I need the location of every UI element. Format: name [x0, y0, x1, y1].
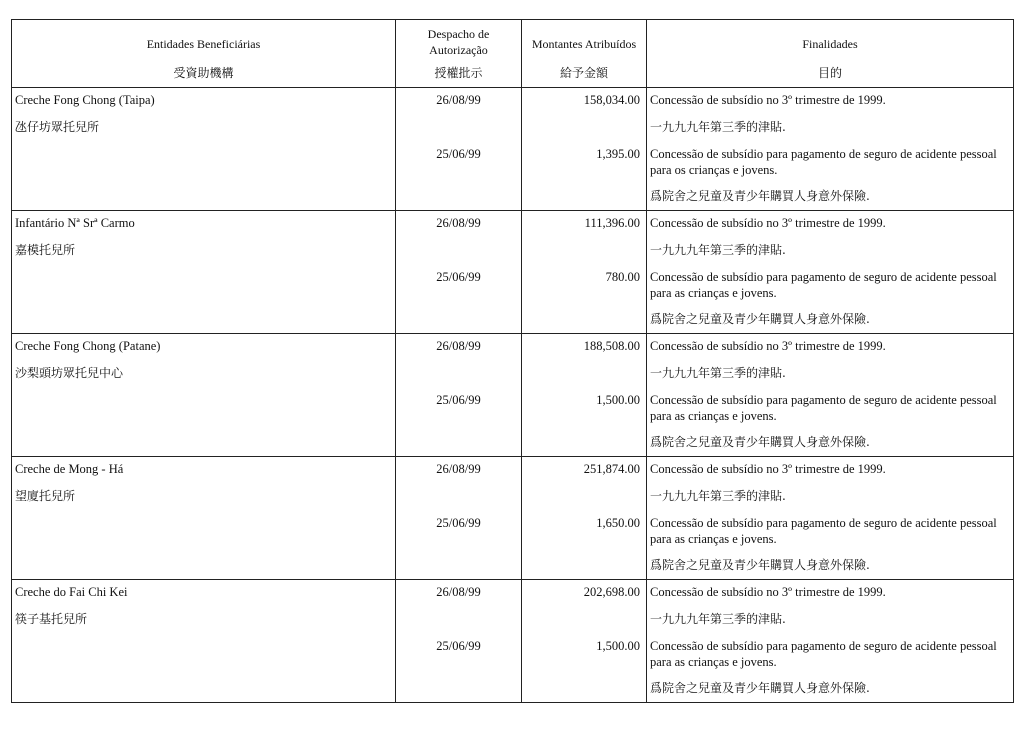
header-purposes — [647, 20, 1014, 88]
purpose-zh: 一九九九年第三季的津貼. — [650, 612, 786, 626]
table-header-row — [12, 20, 1014, 88]
header-purposes-pt: Finalidades — [802, 37, 858, 51]
document-page — [11, 19, 1014, 703]
entity-name-pt: Creche de Mong - Há — [15, 462, 124, 476]
header-entities — [12, 20, 396, 88]
amount-cell — [522, 211, 647, 334]
purpose-cell — [647, 580, 1014, 703]
entity-cell — [12, 334, 396, 457]
purpose-pt: Concessão de subsídio no 3º trimestre de 1999. — [650, 339, 886, 353]
authorization-cell — [396, 580, 522, 703]
authorization-date: 26/08/99 — [436, 216, 481, 230]
entity-cell — [12, 580, 396, 703]
purpose-zh: 一九九九年第三季的津貼. — [650, 120, 786, 134]
purpose-zh: 爲院舍之兒童及青少年購買人身意外保險. — [650, 558, 870, 572]
header-authorization — [396, 20, 522, 88]
authorization-date: 26/08/99 — [436, 585, 481, 599]
purpose-pt: Concessão de subsídio para pagamento de seguro de acidente pessoal para as crianças e jovens. — [650, 270, 997, 300]
amount-value: 111,396.00 — [584, 216, 640, 230]
entity-cell — [12, 211, 396, 334]
authorization-cell — [396, 334, 522, 457]
header-amounts — [522, 20, 647, 88]
entity-name-zh: 筷子基托兒所 — [15, 612, 88, 626]
entity-name-zh: 嘉模托兒所 — [15, 243, 76, 257]
subsidy-table — [11, 19, 1014, 703]
header-authorization-zh: 授權批示 — [434, 66, 483, 80]
authorization-date: 26/08/99 — [436, 93, 481, 107]
purpose-zh: 爲院舍之兒童及青少年購買人身意外保險. — [650, 435, 870, 449]
entity-name-zh: 望廈托兒所 — [15, 489, 76, 503]
authorization-date: 25/06/99 — [436, 639, 481, 653]
purpose-pt: Concessão de subsídio para pagamento de seguro de acidente pessoal para as crianças e jovens. — [650, 639, 997, 669]
authorization-cell — [396, 211, 522, 334]
header-authorization-pt: Despacho de Autorização — [427, 27, 490, 57]
amount-value: 1,395.00 — [596, 147, 640, 161]
header-amounts-pt: Montantes Atribuídos — [531, 37, 637, 51]
authorization-date: 26/08/99 — [436, 339, 481, 353]
header-entities-pt: Entidades Beneficiárias — [146, 37, 261, 51]
authorization-cell — [396, 88, 522, 211]
entity-name-pt: Creche Fong Chong (Patane) — [15, 339, 161, 353]
amount-cell — [522, 88, 647, 211]
authorization-date: 25/06/99 — [436, 393, 481, 407]
entity-name-zh: 沙梨頭坊眾托兒中心 — [15, 366, 124, 380]
entity-name-pt: Infantário Nª Srª Carmo — [15, 216, 135, 230]
purpose-cell — [647, 457, 1014, 580]
entity-name-zh: 氹仔坊眾托兒所 — [15, 120, 100, 134]
purpose-cell — [647, 334, 1014, 457]
purpose-zh: 爲院舍之兒童及青少年購買人身意外保險. — [650, 189, 870, 203]
amount-cell — [522, 457, 647, 580]
amount-cell — [522, 334, 647, 457]
authorization-date: 26/08/99 — [436, 462, 481, 476]
header-entities-zh: 受資助機構 — [173, 66, 234, 80]
amount-value: 780.00 — [605, 270, 640, 284]
table-row — [12, 457, 1014, 580]
amount-value: 188,508.00 — [583, 339, 640, 353]
purpose-pt: Concessão de subsídio para pagamento de seguro de acidente pessoal para os crianças e jovens. — [650, 147, 997, 177]
purpose-cell — [647, 211, 1014, 334]
purpose-pt: Concessão de subsídio no 3º trimestre de 1999. — [650, 462, 886, 476]
authorization-date: 25/06/99 — [436, 270, 481, 284]
purpose-pt: Concessão de subsídio no 3º trimestre de 1999. — [650, 216, 886, 230]
amount-value: 251,874.00 — [583, 462, 640, 476]
entity-cell — [12, 88, 396, 211]
table-row — [12, 580, 1014, 703]
amount-value: 1,500.00 — [596, 639, 640, 653]
amount-value: 158,034.00 — [583, 93, 640, 107]
entity-name-pt: Creche do Fai Chi Kei — [15, 585, 128, 599]
purpose-zh: 一九九九年第三季的津貼. — [650, 243, 786, 257]
table-row — [12, 334, 1014, 457]
purpose-pt: Concessão de subsídio para pagamento de seguro de acidente pessoal para as crianças e jovens. — [650, 516, 997, 546]
entity-name-pt: Creche Fong Chong (Taipa) — [15, 93, 155, 107]
amount-value: 1,650.00 — [596, 516, 640, 530]
amount-value: 202,698.00 — [583, 585, 640, 599]
purpose-pt: Concessão de subsídio no 3º trimestre de 1999. — [650, 93, 886, 107]
purpose-zh: 爲院舍之兒童及青少年購買人身意外保險. — [650, 681, 870, 695]
purpose-zh: 爲院舍之兒童及青少年購買人身意外保險. — [650, 312, 870, 326]
purpose-zh: 一九九九年第三季的津貼. — [650, 489, 786, 503]
purpose-pt: Concessão de subsídio para pagamento de seguro de acidente pessoal para as crianças e jovens. — [650, 393, 997, 423]
authorization-date: 25/06/99 — [436, 147, 481, 161]
entity-cell — [12, 457, 396, 580]
purpose-pt: Concessão de subsídio no 3º trimestre de 1999. — [650, 585, 886, 599]
purpose-cell — [647, 88, 1014, 211]
amount-value: 1,500.00 — [596, 393, 640, 407]
table-row — [12, 88, 1014, 211]
header-amounts-zh: 給予金額 — [559, 66, 608, 80]
authorization-date: 25/06/99 — [436, 516, 481, 530]
header-purposes-zh: 目的 — [817, 66, 842, 80]
amount-cell — [522, 580, 647, 703]
table-row — [12, 211, 1014, 334]
purpose-zh: 一九九九年第三季的津貼. — [650, 366, 786, 380]
authorization-cell — [396, 457, 522, 580]
